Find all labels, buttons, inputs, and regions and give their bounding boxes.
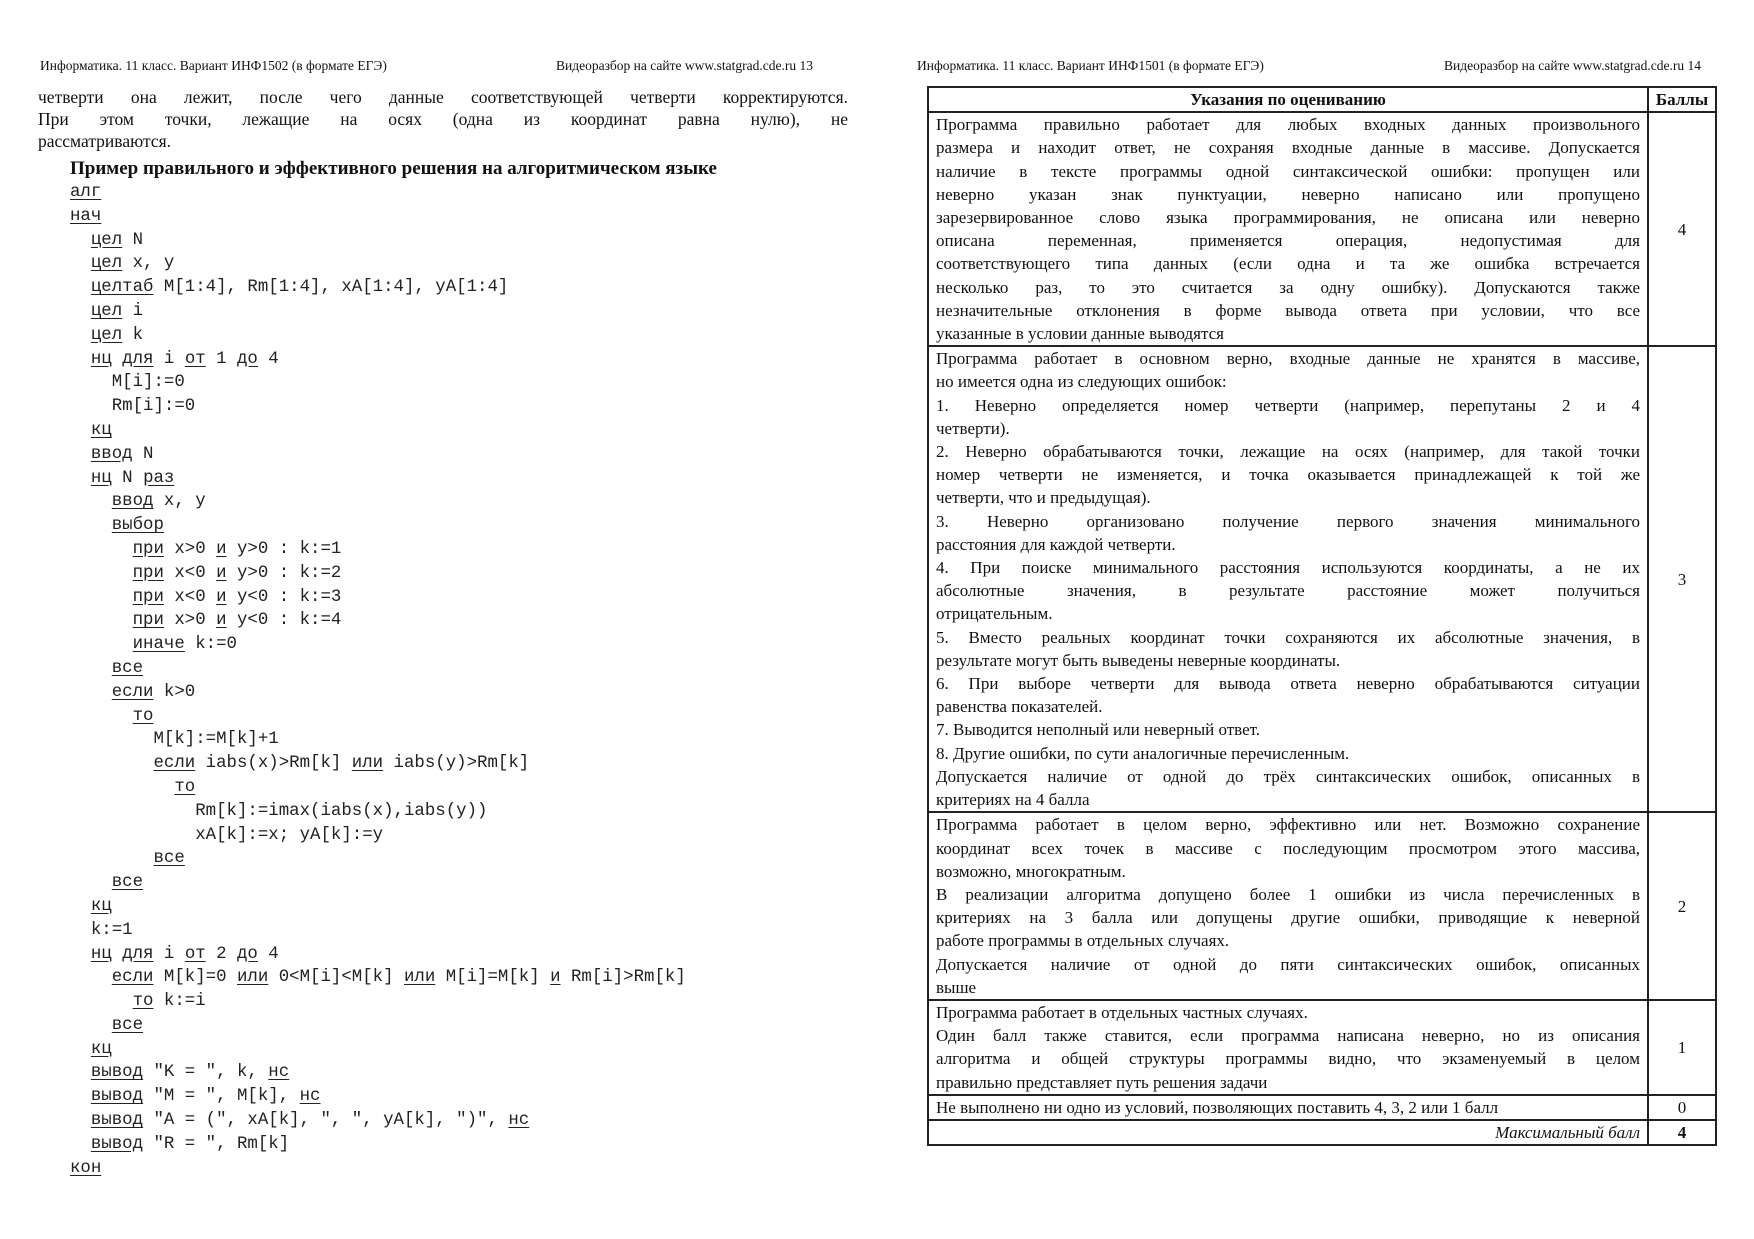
- code-keyword: или: [403, 968, 436, 988]
- code-keyword: нц: [90, 944, 112, 964]
- code-keyword: выбор: [111, 516, 164, 536]
- code-keyword: иначе: [132, 635, 185, 655]
- column-header-criteria: Указания по оцениванию: [928, 87, 1648, 112]
- criteria-line: критериях на 4 балла: [936, 790, 1090, 810]
- code-line: [70, 586, 686, 610]
- criteria-line: правильно представляет путь решения задачи: [936, 1072, 1268, 1092]
- code-text: [70, 659, 112, 678]
- code-line: [70, 728, 686, 752]
- code-line: [70, 276, 686, 300]
- code-line: [70, 800, 686, 824]
- code-keyword: цел: [90, 254, 123, 274]
- code-text: [70, 778, 174, 797]
- criteria-line: 7. Выводится неполный или неверный ответ.: [936, 720, 1261, 740]
- code-line: [70, 514, 686, 538]
- code-text: 4: [257, 944, 279, 964]
- criteria-line: алгоритма и общей структуры программы видно, что экзаменуемый в целом: [936, 1049, 1640, 1069]
- code-line: [70, 1085, 686, 1109]
- grading-row: [928, 812, 1716, 1000]
- criteria-line: неверно указан знак пунктуации, неверно написано или пропущено: [936, 184, 1640, 204]
- code-keyword: вывод: [90, 1063, 144, 1083]
- code-line: [70, 776, 686, 800]
- code-text: [70, 754, 154, 773]
- code-text: 1: [205, 349, 237, 369]
- grading-row: [928, 1095, 1716, 1120]
- code-line: [70, 419, 686, 443]
- code-text: [112, 945, 122, 964]
- code-keyword: то: [174, 777, 196, 797]
- code-keyword: если: [153, 754, 196, 774]
- code-line: [70, 324, 686, 348]
- code-keyword: нц: [90, 349, 112, 369]
- code-text: x<0: [163, 587, 217, 607]
- points-cell: 4: [1648, 112, 1716, 346]
- code-keyword: вывод: [90, 1111, 144, 1131]
- code-line: [70, 490, 686, 514]
- criteria-line: абсолютные значения, в результате расстояние может получиться: [936, 581, 1640, 601]
- code-text: [70, 326, 91, 345]
- page-header-left: Информатика. 11 класс. Вариант ИНФ1502 (в формате ЕГЭ): [40, 58, 387, 73]
- code-line: [70, 1157, 686, 1181]
- code-text: x>0: [163, 539, 217, 559]
- grading-row: [928, 346, 1716, 812]
- criteria-cell: [928, 112, 1648, 346]
- grading-row: [928, 112, 1716, 346]
- code-keyword: или: [351, 754, 384, 774]
- code-text: Rm[i]:=0: [70, 397, 196, 417]
- code-keyword: все: [153, 849, 185, 869]
- code-keyword: нс: [508, 1111, 530, 1131]
- criteria-line: четверти, что и предыдущая).: [936, 488, 1151, 508]
- criteria-line: Программа правильно работает для любых входных данных произвольного: [936, 115, 1640, 135]
- intro-paragraph: [38, 86, 848, 152]
- code-text: 0<M[i]<M[k]: [268, 968, 404, 988]
- code-text: y>0 : k:=2: [226, 563, 342, 583]
- code-line: [70, 705, 686, 729]
- code-line: [70, 633, 686, 657]
- max-score-value: 4: [1648, 1120, 1716, 1145]
- code-line: [70, 657, 686, 681]
- code-text: Rm[i]>Rm[k]: [560, 968, 686, 988]
- code-text: [70, 897, 91, 916]
- code-keyword: цел: [90, 230, 123, 250]
- criteria-cell: [928, 1000, 1648, 1095]
- code-text: M[i]:=0: [70, 373, 185, 393]
- code-keyword: нс: [299, 1087, 321, 1107]
- code-keyword: все: [111, 873, 144, 893]
- criteria-line: номер четверти не изменяется, и точка оказывается принадлежащей к той же: [936, 465, 1640, 485]
- points-cell: 0: [1648, 1095, 1716, 1120]
- code-text: [70, 683, 112, 702]
- code-keyword: кц: [90, 420, 112, 440]
- code-keyword: вывод: [90, 1134, 144, 1154]
- code-line: [70, 467, 686, 491]
- code-text: [70, 588, 133, 607]
- criteria-line: Допускается наличие от одной до трёх синтаксических ошибок, описанных в: [936, 766, 1640, 786]
- code-line: [70, 1014, 686, 1038]
- code-line: [70, 966, 686, 990]
- criteria-line: указанные в условии данные выводятся: [936, 324, 1224, 344]
- code-text: xA[k]:=x; yA[k]:=y: [70, 825, 384, 845]
- code-line: [70, 395, 686, 419]
- code-text: [70, 350, 91, 369]
- code-text: "K = ", k,: [143, 1063, 269, 1083]
- code-text: [70, 231, 91, 250]
- code-text: 2: [205, 944, 237, 964]
- code-text: y<0 : k:=4: [226, 611, 342, 631]
- criteria-line: незначительные отклонения в форме вывода ответа при условии, что все: [936, 300, 1640, 320]
- code-text: k: [122, 325, 144, 345]
- code-text: Rm[k]:=imax(iabs(x),iabs(y)): [70, 801, 488, 821]
- code-line: [70, 443, 686, 467]
- code-text: [70, 492, 112, 511]
- code-keyword: все: [111, 1015, 144, 1035]
- code-line: [70, 871, 686, 895]
- criteria-line: расстояния для каждой четверти.: [936, 534, 1176, 554]
- code-text: [70, 421, 91, 440]
- code-text: M[k]=0: [153, 968, 237, 988]
- code-line: [70, 943, 686, 967]
- criteria-line: четверти).: [936, 418, 1010, 438]
- code-text: x, y: [153, 492, 206, 512]
- code-text: x<0: [163, 563, 217, 583]
- code-keyword: для: [122, 349, 154, 369]
- points-cell: 1: [1648, 1000, 1716, 1095]
- code-line: [70, 348, 686, 372]
- code-keyword: цел: [90, 325, 123, 345]
- criteria-line: но имеется одна из следующих ошибок:: [936, 372, 1227, 392]
- code-text: k:=1: [70, 920, 133, 940]
- code-keyword: кон: [70, 1158, 102, 1178]
- code-keyword: и: [216, 563, 227, 583]
- code-line: [70, 229, 686, 253]
- criteria-line: Допускается наличие от одной до пяти синтаксических ошибок, описанных: [936, 954, 1640, 974]
- code-text: x>0: [163, 611, 217, 631]
- criteria-cell: [928, 346, 1648, 812]
- code-keyword: от: [184, 944, 206, 964]
- code-line: [70, 752, 686, 776]
- code-text: N: [132, 444, 154, 464]
- criteria-line: координат всех точек в массиве с последующим просмотром этого массива,: [936, 838, 1640, 858]
- code-text: [70, 1087, 91, 1106]
- code-line: [70, 919, 686, 943]
- code-text: [70, 445, 91, 464]
- code-text: M[1:4], Rm[1:4], xA[1:4], yA[1:4]: [153, 278, 509, 298]
- code-text: [70, 516, 112, 535]
- code-text: [70, 278, 91, 297]
- criteria-cell: [928, 812, 1648, 1000]
- column-header-points: Баллы: [1648, 87, 1716, 112]
- code-text: [70, 873, 112, 892]
- code-text: N: [111, 468, 144, 488]
- code-text: [112, 350, 122, 369]
- criteria-line: Программа работает в целом верно, эффективно или нет. Возможно сохранение: [936, 815, 1640, 835]
- criteria-line: отрицательным.: [936, 604, 1053, 624]
- criteria-line: несколько раз, то это считается за одну ошибку). Допускаются также: [936, 277, 1640, 297]
- code-keyword: то: [132, 706, 154, 726]
- code-line: [70, 252, 686, 276]
- code-keyword: или: [237, 968, 269, 988]
- code-keyword: при: [132, 611, 164, 631]
- code-line: [70, 300, 686, 324]
- code-text: M[k]:=M[k]+1: [70, 730, 279, 750]
- criteria-line: Программа работает в отдельных частных случаях.: [936, 1002, 1308, 1022]
- criteria-line: 6. При выборе четверти для вывода ответа неверно обрабатываются ситуации: [936, 674, 1640, 694]
- code-line: [70, 1109, 686, 1133]
- code-keyword: до: [237, 944, 258, 964]
- criteria-line: 8. Другие ошибки, по сути аналогичные перечисленным.: [936, 743, 1350, 763]
- criteria-line: Программа работает в основном верно, входные данные не хранятся в массиве,: [936, 349, 1640, 369]
- code-text: k>0: [153, 682, 196, 702]
- code-line: [70, 205, 686, 229]
- intro-line: При этом точки, лежащие на осях (одна из координат равна нулю), не: [38, 109, 848, 129]
- code-keyword: если: [111, 682, 154, 702]
- code-line: [70, 681, 686, 705]
- max-score-label: Максимальный балл: [928, 1120, 1648, 1145]
- criteria-line: В реализации алгоритма допущено более 1 ошибки из числа перечисленных в: [936, 884, 1640, 904]
- code-text: 4: [257, 349, 279, 369]
- code-text: [70, 540, 133, 559]
- page-header-right: Видеоразбор на сайте www.statgrad.cde.ru 13: [556, 58, 813, 73]
- code-keyword: кц: [90, 1039, 112, 1059]
- code-text: [70, 1016, 112, 1035]
- criteria-line: зарезервированное слово языка программирования, не описана или неверно: [936, 208, 1640, 228]
- code-keyword: вывод: [90, 1087, 144, 1107]
- code-line: [70, 1061, 686, 1085]
- code-keyword: кц: [90, 896, 112, 916]
- criteria-line: наличие в тексте программы одной синтаксической ошибки: пропущен или: [936, 161, 1640, 181]
- code-keyword: ввод: [90, 444, 133, 464]
- criteria-line: 4. При поиске минимального расстояния используются координаты, а не их: [936, 558, 1640, 578]
- grading-table-header: [928, 87, 1716, 112]
- code-text: x, y: [122, 254, 175, 274]
- code-keyword: ввод: [111, 492, 154, 512]
- code-text: [70, 302, 91, 321]
- code-line: [70, 847, 686, 871]
- code-text: k:=i: [153, 992, 206, 1012]
- code-keyword: то: [132, 992, 154, 1012]
- criteria-line: 3. Неверно организовано получение первого значения минимального: [936, 511, 1640, 531]
- code-text: [70, 1040, 91, 1059]
- criteria-line: соответствующего типа данных (если одна и та же ошибка встречается: [936, 254, 1640, 274]
- grading-row: [928, 1000, 1716, 1095]
- criteria-line: работе программы в отдельных случаях.: [936, 931, 1230, 951]
- code-listing: [70, 181, 686, 1180]
- code-keyword: нач: [70, 206, 102, 226]
- code-line: [70, 1038, 686, 1062]
- code-keyword: целтаб: [90, 278, 154, 298]
- code-keyword: при: [132, 539, 164, 559]
- page-header-left: Информатика. 11 класс. Вариант ИНФ1501 (в формате ЕГЭ): [917, 58, 1264, 73]
- code-line: [70, 895, 686, 919]
- criteria-line: 5. Вместо реальных координат точки сохраняются их абсолютные значения, в: [936, 627, 1640, 647]
- criteria-line: Не выполнено ни одно из условий, позволяющих поставить 4, 3, 2 или 1 балл: [936, 1097, 1499, 1117]
- code-line: [70, 824, 686, 848]
- criteria-line: возможно, многократным.: [936, 861, 1126, 881]
- criteria-line: критериях на 3 балла или допущены другие ошибки, приводящие к неверной: [936, 908, 1640, 928]
- criteria-line: размера и находит ответ, не сохраняя входные данные в массиве. Допускается: [936, 138, 1640, 158]
- code-line: [70, 562, 686, 586]
- code-keyword: цел: [90, 301, 123, 321]
- code-keyword: и: [550, 968, 561, 988]
- code-text: [70, 1063, 91, 1082]
- code-text: "R = ", Rm[k]: [143, 1134, 290, 1154]
- criteria-line: результате могут быть выведены неверные координаты.: [936, 650, 1341, 670]
- code-text: i: [153, 349, 185, 369]
- code-line: [70, 1133, 686, 1157]
- criteria-line: описана переменная, применяется операция, недопустимая для: [936, 231, 1640, 251]
- criteria-line: выше: [936, 977, 977, 997]
- code-text: [70, 1111, 91, 1130]
- code-text: y<0 : k:=3: [226, 587, 342, 607]
- code-keyword: все: [111, 658, 144, 678]
- code-text: i: [122, 301, 144, 321]
- code-text: i: [153, 944, 185, 964]
- code-keyword: нс: [268, 1063, 290, 1083]
- code-keyword: от: [184, 349, 206, 369]
- code-text: [70, 254, 91, 273]
- max-score-row: [928, 1120, 1716, 1145]
- intro-line: четверти она лежит, после чего данные соответствующей четверти корректируются.: [38, 87, 848, 107]
- code-text: N: [122, 230, 144, 250]
- code-text: M[i]=M[k]: [435, 968, 551, 988]
- code-text: [70, 564, 133, 583]
- code-text: [70, 968, 112, 987]
- code-line: [70, 538, 686, 562]
- code-text: [70, 849, 154, 868]
- code-keyword: алг: [70, 183, 102, 202]
- code-keyword: нц: [90, 468, 112, 488]
- code-text: "M = ", M[k],: [143, 1087, 300, 1107]
- code-keyword: до: [237, 349, 258, 369]
- code-keyword: и: [216, 587, 227, 607]
- code-line: [70, 371, 686, 395]
- code-text: y>0 : k:=1: [226, 539, 342, 559]
- code-keyword: для: [122, 944, 154, 964]
- code-text: [70, 635, 133, 654]
- right-page: [877, 0, 1754, 1239]
- code-keyword: и: [216, 539, 227, 559]
- code-text: [70, 1135, 91, 1154]
- code-text: "A = (", xA[k], ", ", yA[k], ")",: [143, 1111, 509, 1131]
- criteria-line: равенства показателей.: [936, 697, 1103, 717]
- code-keyword: если: [111, 968, 154, 988]
- code-text: [70, 469, 91, 488]
- code-text: [70, 945, 91, 964]
- code-text: [70, 992, 133, 1011]
- code-line: [70, 990, 686, 1014]
- criteria-line: 1. Неверно определяется номер четверти (например, перепутаны 2 и 4: [936, 395, 1640, 415]
- code-keyword: раз: [143, 468, 175, 488]
- code-line: [70, 609, 686, 633]
- code-keyword: при: [132, 563, 164, 583]
- code-text: k:=0: [184, 635, 237, 655]
- code-text: [70, 707, 133, 726]
- code-text: [70, 611, 133, 630]
- criteria-line: 2. Неверно обрабатываются точки, лежащие на осях (например, для такой точки: [936, 442, 1640, 462]
- points-cell: 2: [1648, 812, 1716, 1000]
- code-text: iabs(x)>Rm[k]: [195, 754, 352, 774]
- page-header-right: Видеоразбор на сайте www.statgrad.cde.ru 14: [1444, 58, 1701, 73]
- code-line: [70, 181, 686, 205]
- code-text: iabs(y)>Rm[k]: [383, 754, 530, 774]
- grading-table: [927, 86, 1717, 1146]
- code-section-title: Пример правильного и эффективного решения на алгоритмическом языке: [70, 158, 717, 179]
- code-keyword: и: [216, 611, 227, 631]
- intro-line: рассматриваются.: [38, 131, 171, 151]
- criteria-line: Один балл также ставится, если программа написана неверно, но из описания: [936, 1026, 1640, 1046]
- points-cell: 3: [1648, 346, 1716, 812]
- criteria-cell: [928, 1095, 1648, 1120]
- code-keyword: при: [132, 587, 164, 607]
